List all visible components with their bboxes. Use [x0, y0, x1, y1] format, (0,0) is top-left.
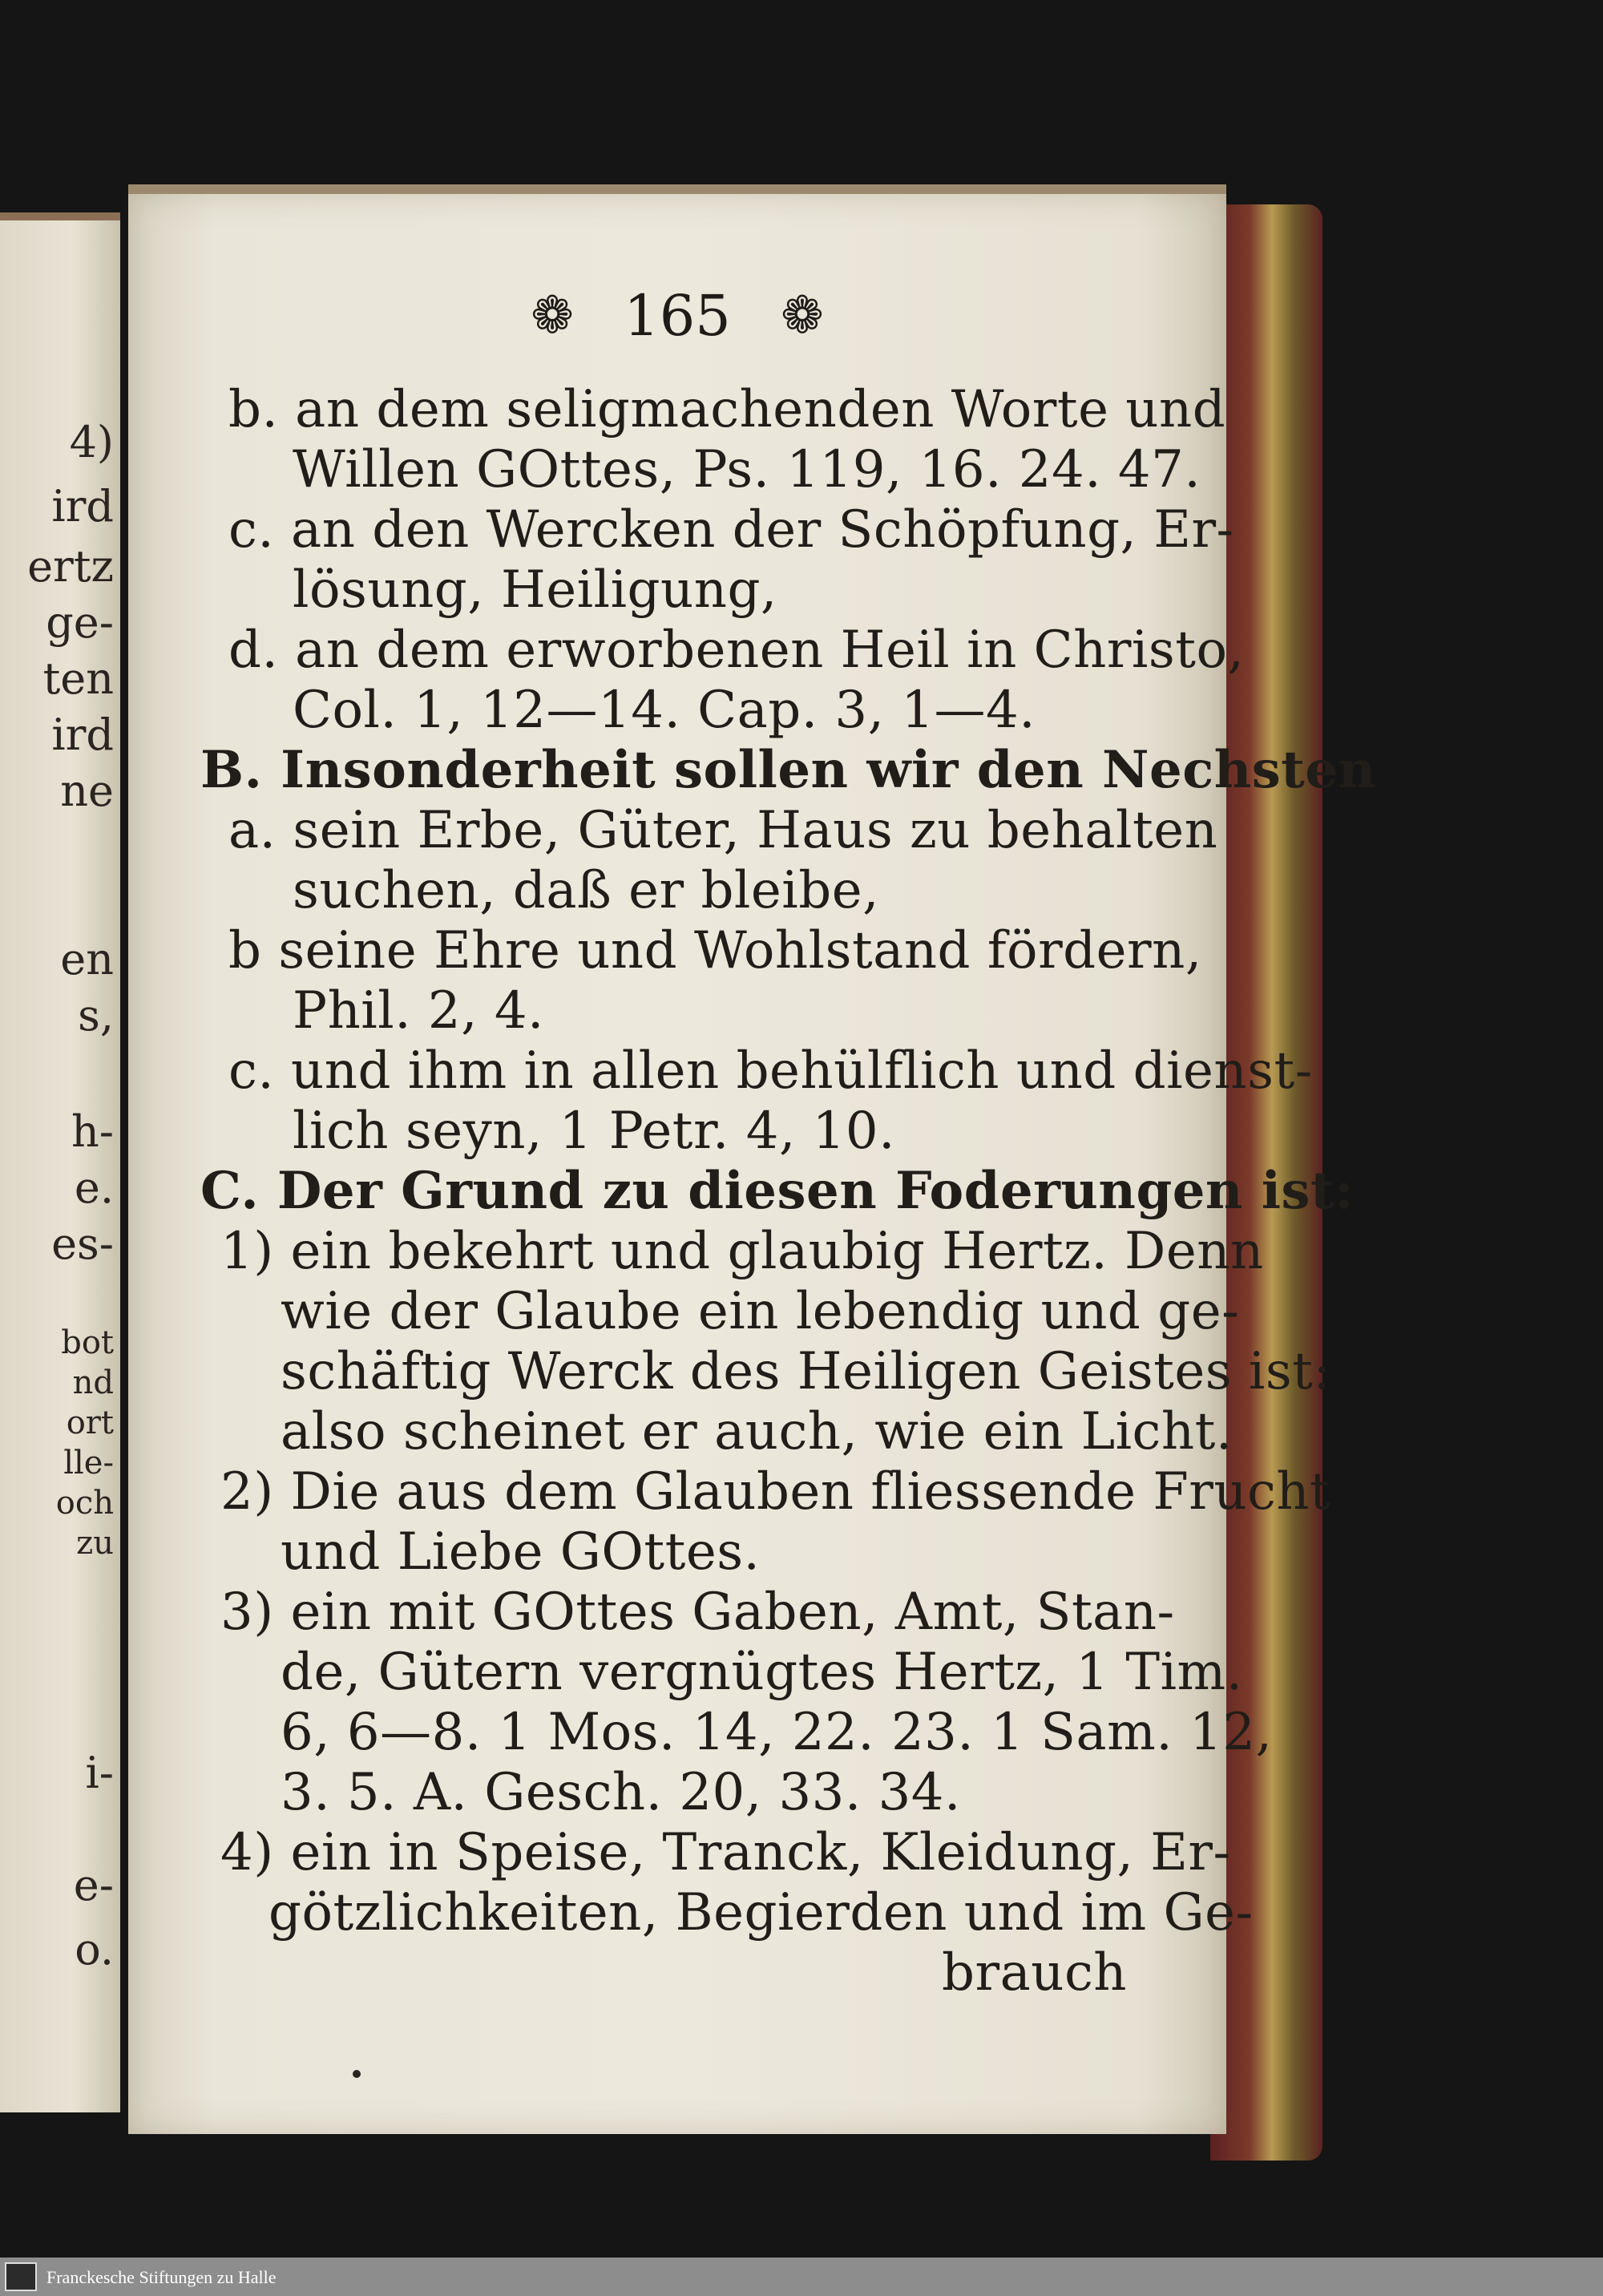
fragment-text: ort: [66, 1405, 114, 1441]
institution-logo-icon: [5, 2262, 37, 2291]
ornament-left-icon: ❁: [531, 286, 574, 346]
fragment-text: bot: [61, 1324, 114, 1361]
text-line: suchen, daß er bleibe,: [293, 861, 879, 920]
text-line: wie der Glaube ein lebendig und ge-: [281, 1282, 1240, 1341]
fragment-text: es-: [51, 1219, 114, 1269]
text-line: also scheinet er auch, wie ein Licht.: [281, 1402, 1233, 1461]
text-line: Col. 1, 12—14. Cap. 3, 1—4.: [293, 681, 1036, 740]
fragment-text: och: [55, 1485, 114, 1522]
ink-speck: [353, 2070, 361, 2078]
text-line: 6, 6—8. 1 Mos. 14, 22. 23. 1 Sam. 12,: [281, 1703, 1273, 1762]
page-header: [128, 278, 1226, 349]
fragment-text: nd: [72, 1364, 114, 1401]
text-line: götzlichkeiten, Begierden und im Ge-: [269, 1883, 1254, 1942]
fragment-text: h-: [71, 1106, 114, 1157]
fragment-text: 4): [69, 417, 114, 467]
text-line: 3. 5. A. Gesch. 20, 33. 34.: [281, 1763, 961, 1822]
fragment-text: e-: [73, 1860, 114, 1910]
fragment-text: i-: [85, 1748, 114, 1798]
fragment-text: ne: [60, 766, 114, 816]
text-line: lich seyn, 1 Petr. 4, 10.: [293, 1102, 895, 1161]
fragment-text: s,: [78, 990, 114, 1041]
text-line: lösung, Heiligung,: [293, 560, 777, 620]
text-line: und Liebe GOttes.: [281, 1522, 761, 1582]
text-line: c. und ihm in allen behülflich und dienst-: [228, 1041, 1313, 1101]
fragment-text: ird: [51, 709, 114, 760]
fragment-text: ertz: [27, 541, 114, 592]
text-line: Phil. 2, 4.: [293, 981, 544, 1041]
text-line: c. an den Wercken der Schöpfung, Er-: [228, 500, 1234, 560]
text-line: 3) ein mit GOttes Gaben, Amt, Stan-: [220, 1583, 1175, 1642]
previous-page-edge: [0, 212, 120, 2112]
text-line: b seine Ehre und Wohlstand fördern,: [228, 921, 1202, 980]
text-line: schäftig Werck des Heiligen Geistes ist:: [281, 1342, 1331, 1401]
section-heading-b: B. Insonderheit sollen wir den Nechsten: [200, 740, 1376, 800]
text-line: a. sein Erbe, Güter, Haus zu behalten: [228, 801, 1218, 860]
section-heading-c: C. Der Grund zu diesen Foderungen ist:: [200, 1161, 1355, 1221]
text-line: d. an dem erworbenen Heil in Christo,: [228, 620, 1245, 680]
fragment-text: ge-: [46, 597, 114, 648]
fragment-text: ird: [51, 481, 114, 532]
page-number: 165: [624, 283, 731, 349]
footer-bar: [0, 2258, 1603, 2296]
ornament-right-icon: ❁: [781, 286, 824, 346]
text-line: 1) ein bekehrt und glaubig Hertz. Denn: [220, 1222, 1264, 1281]
fragment-text: zu: [76, 1525, 114, 1562]
text-line: de, Gütern vergnügtes Hertz, 1 Tim.: [281, 1643, 1243, 1702]
text-line: b. an dem seligmachenden Worte und: [228, 380, 1226, 439]
text-line: Willen GOttes, Ps. 119, 16. 24. 47.: [293, 440, 1201, 499]
fragment-text: o.: [75, 1924, 114, 1975]
fragment-text: en: [60, 934, 114, 984]
book-page: [128, 184, 1376, 2134]
text-line: 2) Die aus dem Glauben fliessende Frucht: [220, 1462, 1331, 1522]
fragment-text: ten: [42, 653, 114, 704]
footer-credit: Franckesche Stiftungen zu Halle: [46, 2267, 277, 2287]
catchword: brauch: [942, 1943, 1127, 2003]
text-line: 4) ein in Speise, Tranck, Kleidung, Er-: [220, 1823, 1231, 1882]
fragment-text: lle-: [63, 1445, 114, 1481]
fragment-text: e.: [74, 1162, 114, 1213]
